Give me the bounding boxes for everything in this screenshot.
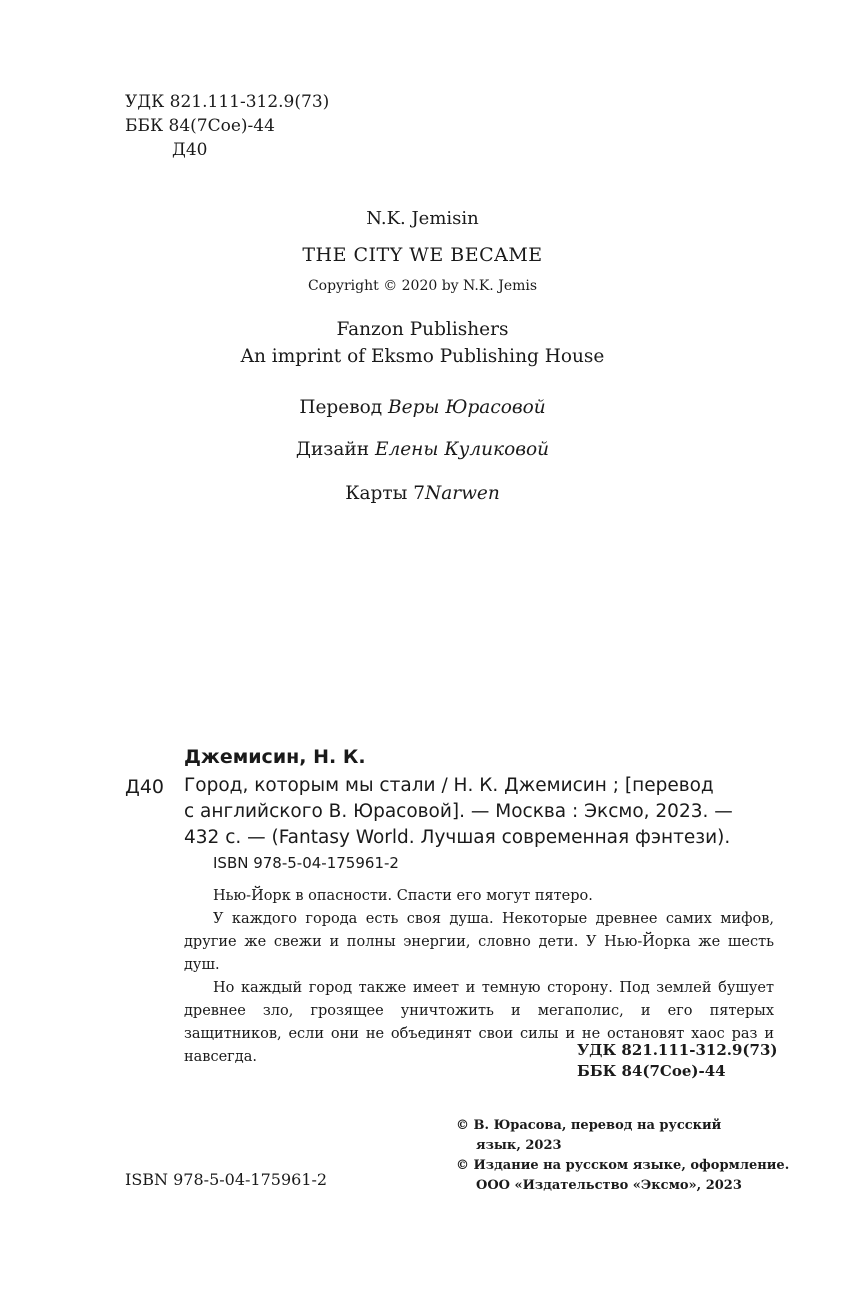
- mapmaker-name: Narwen: [425, 483, 500, 504]
- translation-copyright-cont: язык, 2023: [476, 1138, 562, 1153]
- bibliographic-author: Джемисин, Н. К.: [184, 746, 366, 768]
- maps-prefix: 7: [413, 483, 426, 504]
- bibliographic-isbn: ISBN 978-5-04-175961-2: [213, 854, 399, 872]
- top-classification-codes: [125, 90, 329, 162]
- bib-desc-line: 432 с. — (Fantasy World. Лучшая современная фэнтези).: [184, 827, 731, 848]
- annotation-paragraph: Но каждый город также имеет и темную сторону. Под землей бушует древнее зло, грозящее уничтожить и мегаполис, и его пятерых защитников, если они не объединят свои силы и не остановят хаос раз и навсегда.: [184, 980, 774, 1065]
- bibliographic-code: Д40: [125, 776, 165, 798]
- maps-credit: [0, 483, 845, 504]
- design-credit: [0, 439, 845, 460]
- publisher-block: [0, 316, 845, 370]
- publisher-imprint: An imprint of Eksmo Publishing House: [240, 346, 605, 367]
- designer-name: Елены Куликовой: [374, 439, 550, 460]
- translation-copyright: © В. Юрасова, перевод на русский: [456, 1118, 722, 1133]
- translation-credit: [0, 397, 845, 418]
- udk-code-bottom: УДК 821.111-312.9(73): [577, 1041, 778, 1059]
- author-mark: Д40: [172, 140, 208, 160]
- original-author: N.K. Jemisin: [366, 208, 479, 229]
- bibliographic-description: [184, 773, 733, 851]
- edition-copyright-cont: ООО «Издательство «Эксмо», 2023: [476, 1178, 742, 1193]
- bbk-code: ББК 84(7Сое)-44: [125, 116, 275, 136]
- isbn-bottom: ISBN 978-5-04-175961-2: [125, 1170, 328, 1189]
- annotation-paragraph: Нью-Йорк в опасности. Спасти его могут пятеро.: [213, 888, 593, 904]
- translation-label: Перевод: [299, 397, 383, 418]
- bbk-code-bottom: ББК 84(7Сое)-44: [577, 1062, 726, 1080]
- edition-copyright: © Издание на русском языке, оформление.: [456, 1158, 790, 1173]
- bib-desc-line: с английского В. Юрасовой]. — Москва : Эксмо, 2023. —: [184, 801, 733, 822]
- copyright-notices: [456, 1116, 789, 1196]
- design-label: Дизайн: [295, 439, 370, 460]
- original-title: THE CITY WE BECAME: [302, 244, 543, 266]
- annotation-paragraph: У каждого города есть своя душа. Некоторые древнее самих мифов, другие же свежи и полны энергии, словно дети. У Нью-Йорка же шесть душ.: [184, 911, 774, 973]
- original-copyright: Copyright © 2020 by N.K. Jemis: [307, 278, 538, 294]
- bib-desc-line: Город, которым мы стали / Н. К. Джемисин ; [перевод: [184, 775, 714, 796]
- publisher-name: Fanzon Publishers: [336, 319, 509, 340]
- udk-code: УДК 821.111-312.9(73): [125, 92, 330, 112]
- translator-name: Веры Юрасовой: [388, 397, 546, 418]
- maps-label: Карты: [345, 483, 408, 504]
- bottom-classification-codes: [577, 1040, 778, 1082]
